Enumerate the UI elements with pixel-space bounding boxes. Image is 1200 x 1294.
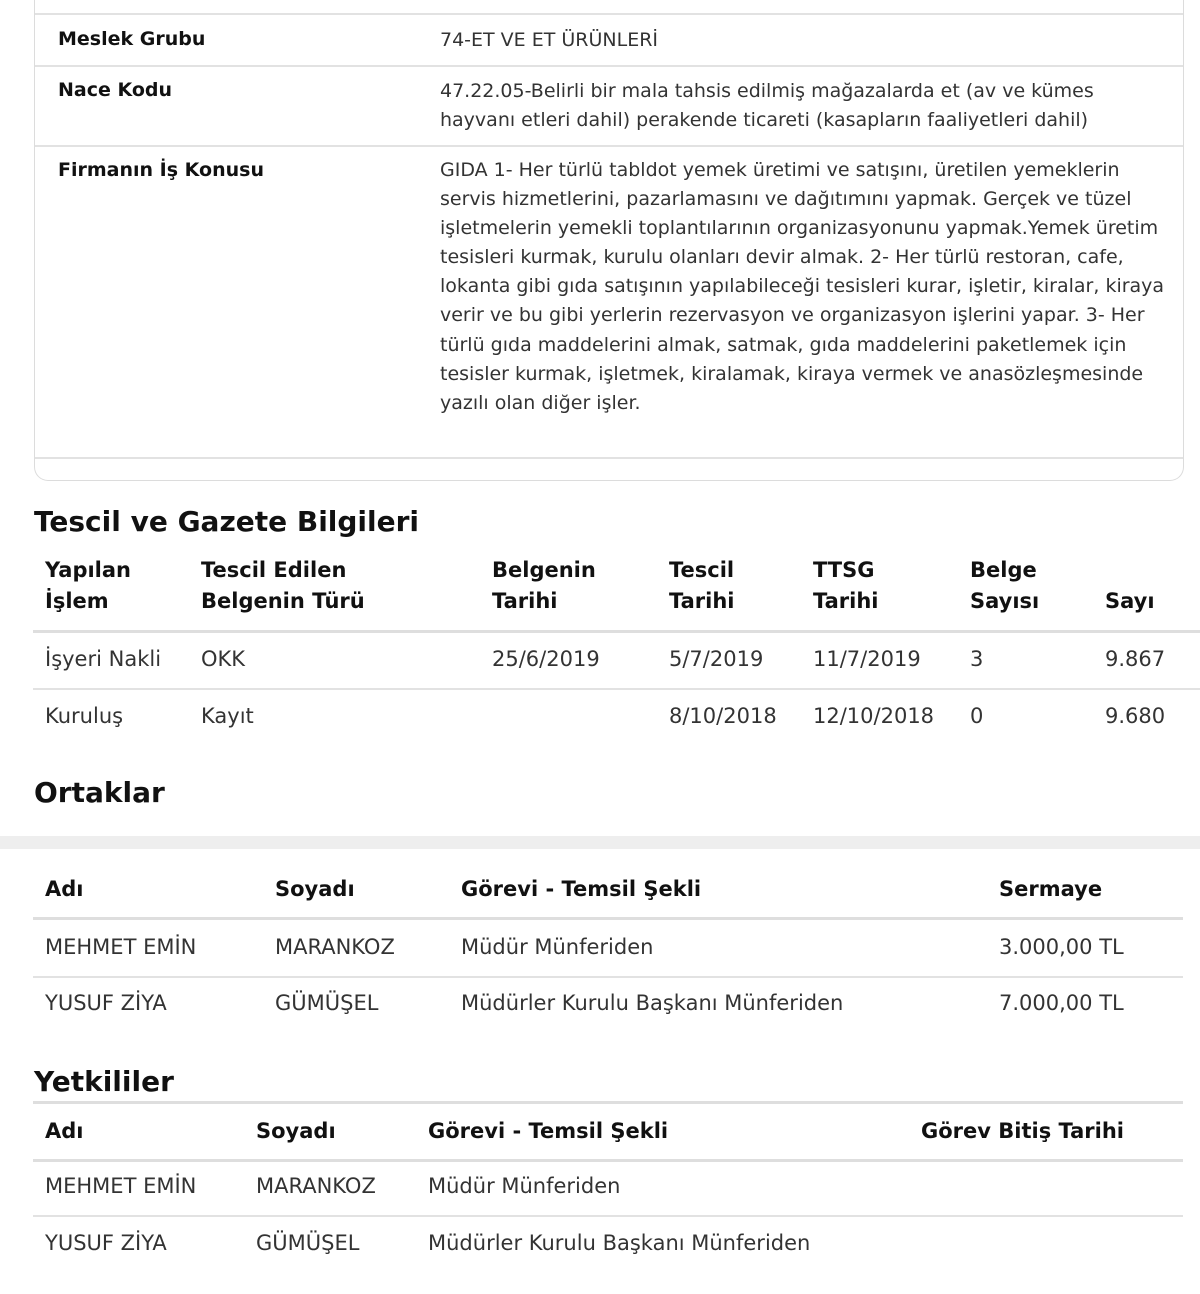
table-cell: GÜMÜŞEL [275, 991, 379, 1015]
company-info-card [34, 0, 1184, 481]
table-cell: 11/7/2019 [813, 647, 921, 671]
table-cell: 5/7/2019 [669, 647, 764, 671]
column-header: Sayı [1105, 589, 1155, 613]
row-divider [33, 976, 1183, 978]
column-header: TTSG Tarihi [813, 558, 879, 613]
table-cell: MARANKOZ [275, 935, 395, 959]
table-cell: 12/10/2018 [813, 704, 935, 728]
column-header: Görev Bitiş Tarihi [921, 1119, 1125, 1143]
info-row-meslek-grubu [35, 17, 1183, 67]
column-header: Belgenin Tarihi [492, 558, 596, 613]
table-cell: Kayıt [201, 704, 254, 728]
table-top-border [33, 1101, 1183, 1104]
table-cell: MARANKOZ [256, 1174, 376, 1198]
table-cell: 3.000,00 TL [999, 935, 1124, 959]
table-cell: 0 [970, 704, 984, 728]
info-value: 74-ET VE ET ÜRÜNLERİ [440, 29, 658, 51]
table-cell: Kuruluş [45, 704, 124, 728]
table-cell: 8/10/2018 [669, 704, 777, 728]
table-cell: 9.867 [1105, 647, 1166, 671]
column-header: Soyadı [275, 877, 355, 901]
column-header: Görevi - Temsil Şekli [461, 877, 702, 901]
table-cell: Müdürler Kurulu Başkanı Münferiden [461, 991, 844, 1015]
table-cell: MEHMET EMİN [45, 935, 197, 959]
column-header: Görevi - Temsil Şekli [428, 1119, 669, 1143]
column-header: Soyadı [256, 1119, 336, 1143]
info-label: Meslek Grubu [58, 28, 206, 50]
column-header: Belge Sayısı [970, 558, 1040, 613]
info-label: Firmanın İş Konusu [58, 159, 264, 181]
table-cell: İşyeri Nakli [45, 647, 162, 671]
info-label: Nace Kodu [58, 79, 173, 101]
header-divider [33, 630, 1200, 633]
table-cell: YUSUF ZİYA [45, 1231, 167, 1255]
yetkililer-section-title: Yetkililer [34, 1065, 174, 1098]
column-header: Tescil Edilen Belgenin Türü [201, 558, 365, 613]
info-row-is-konusu [35, 147, 1183, 459]
table-cell: 25/6/2019 [492, 647, 600, 671]
column-header: Yapılan İşlem [45, 558, 131, 613]
info-row-nace-kodu [35, 67, 1183, 147]
info-value: 47.22.05-Belirli bir mala tahsis edilmiş mağazalarda et (av ve kümes hayvanı etleri dahil) perakende ticareti (kasapların faaliyetleri dahil) [440, 80, 1094, 132]
table-cell: Müdür Münferiden [461, 935, 654, 959]
column-header: Sermaye [999, 877, 1103, 901]
header-divider [33, 1159, 1183, 1162]
table-cell: MEHMET EMİN [45, 1174, 197, 1198]
section-separator-band [0, 836, 1200, 849]
column-header: Adı [45, 877, 84, 901]
info-value: GIDA 1- Her türlü tabldot yemek üretimi ve satışını, üretilen yemeklerin servis hizmetlerini, pazarlamasını ve dağıtımını yapmak. Gerçek ve tüzel işletmelerin yemekli toplantılarının organizasyonunu yapmak.Yemek üretim tesisleri kurmak, kurulu olanları devir almak. 2- Her türlü restoran, cafe, lokanta gibi gıda satışının yapılabileceği tesisleri kurar, işletir, kiralar, kiraya verir ve bu gibi yerlerin rezervasyon ve organizasyon işlerini yapar. 3- Her türlü gıda maddelerini almak, satmak, gıda maddelerini paketlemek için tesisler kurmak, işletmek, kiralamak, kiraya vermek ve anasözleşmesinde yazılı olan diğer işler. [440, 159, 1165, 414]
ortaklar-section-title: Ortaklar [34, 776, 165, 809]
column-header: Adı [45, 1119, 84, 1143]
table-cell: 9.680 [1105, 704, 1166, 728]
row-divider [33, 1215, 1183, 1217]
table-cell: Müdür Münferiden [428, 1174, 621, 1198]
table-cell: 7.000,00 TL [999, 991, 1124, 1015]
header-divider [33, 917, 1183, 920]
info-row-partial [35, 0, 1183, 15]
table-cell: 3 [970, 647, 984, 671]
table-cell: YUSUF ZİYA [45, 991, 167, 1015]
table-cell: GÜMÜŞEL [256, 1231, 360, 1255]
table-cell: OKK [201, 647, 246, 671]
row-divider [33, 688, 1200, 690]
table-cell: Müdürler Kurulu Başkanı Münferiden [428, 1231, 811, 1255]
tescil-section-title: Tescil ve Gazete Bilgileri [34, 505, 420, 538]
column-header: Tescil Tarihi [669, 558, 735, 613]
